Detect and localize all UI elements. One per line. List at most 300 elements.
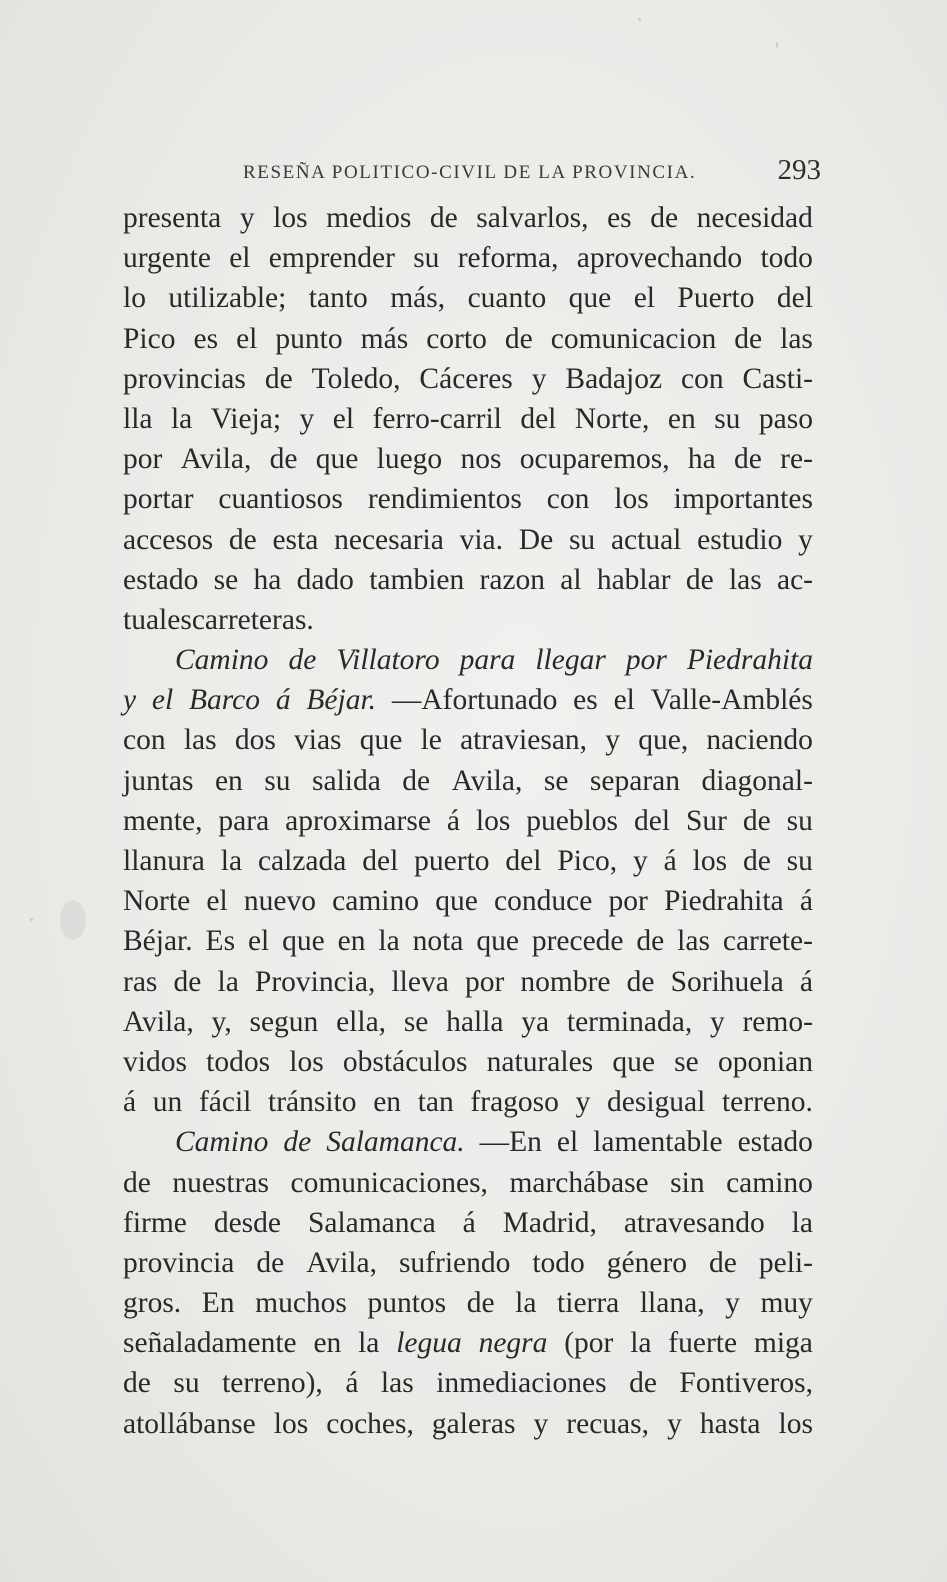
word: Badajoz [565,362,663,395]
italic-word: Camino [175,1126,269,1159]
word: fuerte [668,1327,738,1360]
word: Pico [123,322,176,355]
word: de [256,1246,285,1279]
word: dado [296,563,354,596]
italic-word: de [288,644,317,677]
text-line [123,680,813,720]
word: de [650,202,679,234]
word: el [332,402,355,435]
word: hasta [699,1407,761,1440]
page-number: 293 [777,154,821,186]
word: Toledo, [311,362,401,395]
word: tambien [369,563,465,596]
text-line [123,399,813,439]
word: Casti- [742,362,813,395]
text-line [123,1002,813,1042]
word: salida [312,764,381,797]
word: ac- [776,563,813,596]
word: Sorihuela [670,965,784,998]
word: es [607,202,632,234]
word: medios [326,202,412,234]
word: juntas [123,764,194,797]
word: pueblos [526,804,619,837]
word: en [337,925,366,958]
text-line [123,278,813,318]
italic-word: á [275,684,291,717]
italic-word: para [459,644,516,677]
word: provincia [123,1246,235,1279]
text-line [123,600,813,640]
word: Norte, [574,402,650,435]
word: salvarlos, [476,202,589,234]
word: género [606,1246,688,1279]
word: de [123,1367,151,1400]
italic-word: por [625,644,667,677]
word: del [362,845,399,877]
word: importantes [673,483,813,516]
word: paso [758,402,813,435]
word: tierra [557,1287,620,1320]
word: más, [390,282,446,315]
word: señaladamente [123,1327,297,1360]
word: fácil [198,1086,252,1119]
word: urgente [123,242,211,275]
italic-word: legua [396,1327,462,1360]
word: es [193,322,219,355]
word: accesos [123,523,214,556]
word: más [360,322,409,355]
word: —En [479,1126,542,1159]
word: vidos [123,1045,187,1078]
word: por [608,885,648,918]
word: es [573,684,598,717]
text-line [123,1082,813,1122]
word: tránsito [268,1086,357,1119]
word: dos [234,724,276,757]
word: que [282,925,325,958]
word: vias [294,724,342,757]
word: de [402,764,431,797]
word: se [543,764,569,797]
word: aprovechando [576,242,743,275]
text-line [123,319,813,359]
word: calzada [257,845,347,877]
word: hablar [596,563,671,596]
word: conduce [494,885,593,918]
word: naturales [486,1045,594,1078]
text-line [123,801,813,841]
word: provincias [123,362,246,395]
paper-speck [30,918,33,921]
word: todo [760,242,813,275]
text-line [123,640,813,680]
word: remo- [742,1005,813,1038]
word: coches, [326,1407,414,1440]
word: atravesando [623,1206,765,1239]
word: llanura [123,845,205,877]
word: se [403,1005,429,1038]
word: su [413,242,440,275]
text-line [123,198,813,238]
word: de [734,443,762,476]
word: las [380,1367,414,1400]
word: Cáceres [419,362,513,395]
word: con [546,483,590,516]
word: ocuparemos, [519,443,670,476]
word: desigual [607,1086,706,1119]
word: y [605,724,621,757]
word: que [568,282,612,315]
word: nuestras [172,1166,270,1199]
word: la [630,1327,652,1360]
italic-word: y [123,684,137,717]
word: necesidad [696,202,813,234]
word: el [613,684,635,717]
word: De [518,523,554,556]
word: atraviesan, [460,724,588,757]
word: la [358,1327,380,1360]
word: Fontiveros, [679,1367,813,1400]
word: razon [479,563,546,596]
text-line [123,1042,813,1082]
word: los [475,804,511,837]
word: de [173,965,202,998]
word: recuas, [566,1407,650,1440]
word: carrete- [722,925,813,958]
word: Valle-Amblés [650,684,813,717]
word: de [709,1246,737,1279]
paper-speck [60,900,86,940]
word: camino [332,885,420,918]
word: de [504,322,533,355]
word: y [533,1407,549,1440]
word: los [778,1407,813,1440]
text-line [123,1122,813,1162]
word: via. [459,523,504,556]
word: terminada, [566,1005,693,1038]
word: de [742,804,771,837]
word: su [173,1367,200,1400]
word: á [123,1086,137,1119]
word: —Afortunado [391,684,558,717]
word: todos [206,1045,271,1078]
italic-word: el [151,684,174,717]
word: muy [760,1287,813,1320]
word: de [269,443,298,476]
word: galeras [431,1407,516,1440]
text-line [123,520,813,560]
word: reforma, [457,242,559,275]
word: ferro-carril [372,402,502,435]
word: estado [123,563,199,596]
word: carreteras. [191,603,314,636]
word: la [378,925,400,958]
word: cuantiosos [218,483,343,516]
word: Norte [123,885,191,918]
word: comunicacion [550,322,717,355]
paper-speck [776,42,778,48]
paper-speck [638,18,641,21]
word: se [213,563,239,596]
word: la [791,1206,813,1239]
word: lo [123,282,146,315]
word: fragoso [470,1086,559,1119]
word: terreno. [721,1086,813,1119]
word: su [786,804,813,837]
word: de [264,362,293,395]
word: que [359,724,403,757]
word: un [152,1086,183,1119]
word: llana, [639,1287,705,1320]
word: ella, [336,1005,387,1038]
word: ras [123,965,158,998]
word: con [123,724,166,757]
word: inmediaciones [436,1367,607,1400]
word: para [218,804,270,837]
word: que [612,1045,655,1078]
word: del [776,282,813,315]
word: Salamanca [307,1206,436,1239]
word: Provincia, [254,965,376,998]
word: sufriendo [398,1246,511,1279]
word: actual [610,523,682,556]
word: punto [275,322,343,355]
word: su [786,845,813,877]
word: su [264,764,291,797]
word: de [734,322,763,355]
word: Madrid, [502,1206,597,1239]
word: le [420,724,442,757]
word: aproximarse [285,804,431,837]
word: Piedrahita [664,885,784,918]
word: (por [564,1327,614,1360]
word: se [674,1045,699,1078]
word: el [206,885,228,918]
word: las [183,724,217,757]
word: los [273,1407,309,1440]
word: miga [753,1327,813,1360]
word: gros. [123,1287,182,1320]
text-line [123,761,813,801]
word: corto [426,322,487,355]
word: las [677,925,710,958]
word: los [614,483,649,516]
italic-word: Camino [175,644,269,677]
word: á [345,1367,359,1400]
text-line [123,962,813,1002]
word: y [633,845,648,877]
text-line [123,841,813,881]
text-line [123,359,813,399]
text-line [123,1243,813,1283]
word: el [229,242,251,275]
word: terreno), [222,1367,323,1400]
word: del [520,402,557,435]
word: nota [412,925,464,958]
word: oponian [717,1045,813,1078]
word: lleva [391,965,449,998]
italic-word: Salamanca. [326,1126,465,1159]
word: su [568,523,596,556]
word: las [780,322,813,355]
word: y [299,402,315,435]
word: y [798,523,813,556]
word: Sur [685,804,727,837]
body-text [123,198,813,1444]
word: por [464,965,505,998]
word: marchábase [509,1166,649,1199]
word: y [667,1407,682,1440]
text-line [123,1203,813,1243]
text-line [123,238,813,278]
word: que [435,885,478,918]
word: nuevo [243,885,316,918]
word: el [556,1126,579,1159]
word: el [633,282,655,315]
word: Puerto [677,282,755,315]
word: de [466,1287,495,1320]
word: el [236,322,258,355]
word: segun [249,1005,319,1038]
word: á [663,845,677,877]
italic-word: negra [478,1327,548,1360]
word: ya [521,1005,550,1038]
word: de [123,1166,151,1199]
word: tan [417,1086,454,1119]
word: lla [123,402,153,435]
word: portar [123,483,194,516]
word: su [714,402,741,435]
word: los [289,1045,324,1078]
word: que [315,443,359,476]
word: halla [446,1005,504,1038]
word: á [446,804,460,837]
word: que, [638,724,689,757]
word: sin [670,1166,705,1199]
word: tanto [308,282,368,315]
word: y [725,1287,740,1320]
word: Béjar. [123,925,193,958]
word: y [575,1086,591,1119]
word: del [505,845,542,877]
word: la [217,965,239,998]
text-line [123,921,813,961]
word: y, [211,1005,232,1038]
word: Vieja; [210,402,282,435]
word: á [462,1206,476,1239]
word: estudio [697,523,783,556]
word: puerto [414,845,490,877]
text-line [123,881,813,921]
word: nos [460,443,502,476]
word: en [373,1086,402,1119]
word: Avila, [306,1246,377,1279]
word: diagonal- [701,764,813,797]
word: muchos [255,1287,347,1320]
word: de [636,925,665,958]
word: el [247,925,270,958]
word: y [239,202,255,234]
italic-word: de [283,1126,312,1159]
text-line [123,1363,813,1403]
word: al [560,563,582,596]
word: necesaria [334,523,444,556]
word: Avila, [451,764,523,797]
word: puntos [367,1287,447,1320]
word: naciendo [706,724,813,757]
word: atollábanse [123,1407,256,1440]
word: desde [213,1206,281,1239]
word: presenta [123,202,222,234]
word: de [429,202,458,234]
word: mente, [123,804,203,837]
word: la [170,402,193,435]
word: peli- [758,1246,813,1279]
word: los [692,845,728,877]
word: las [728,563,762,596]
word: cuanto [467,282,547,315]
word: comunicaciones, [290,1166,488,1199]
word: de [629,1367,657,1400]
word: á [799,885,813,918]
word: en [313,1327,342,1360]
word: Avila, [123,1005,194,1038]
word: de [626,965,655,998]
word: á [799,965,813,998]
word: del [633,804,671,837]
word: firme [123,1206,187,1239]
word: obstáculos [342,1045,468,1078]
word: estado [737,1126,813,1159]
word: rendimientos [367,483,522,516]
text-line [123,439,813,479]
word: separan [589,764,680,797]
italic-word: Piedrahita [686,644,813,677]
word: la [220,845,243,877]
word: ha [253,563,282,596]
word: y [709,1005,725,1038]
word: los [273,202,308,234]
word: precede [531,925,624,958]
italic-word: Villatoro [336,644,440,677]
text-line [123,1283,813,1323]
word: re- [780,443,813,476]
word: de [228,523,257,556]
word: la [515,1287,537,1320]
text-line [123,1404,813,1444]
italic-word: Béjar. [306,684,377,717]
page-header [243,152,821,192]
word: ha [687,443,716,476]
italic-word: Barco [189,684,261,717]
word: camino [726,1166,813,1199]
running-head: RESEÑA POLITICO-CIVIL DE LA PROVINCIA. [243,162,697,183]
text-line [123,479,813,519]
italic-word: llegar [535,644,606,677]
text-line [123,720,813,760]
word: Avila, [180,443,252,476]
word: en [667,402,696,435]
word: con [681,362,724,395]
word: todo [532,1246,585,1279]
word: por [123,443,163,476]
text-line [123,1163,813,1203]
word: y [531,362,547,395]
text-line [123,1323,813,1363]
word: nombre [520,965,611,998]
word: que [476,925,519,958]
word: emprender [268,242,395,275]
